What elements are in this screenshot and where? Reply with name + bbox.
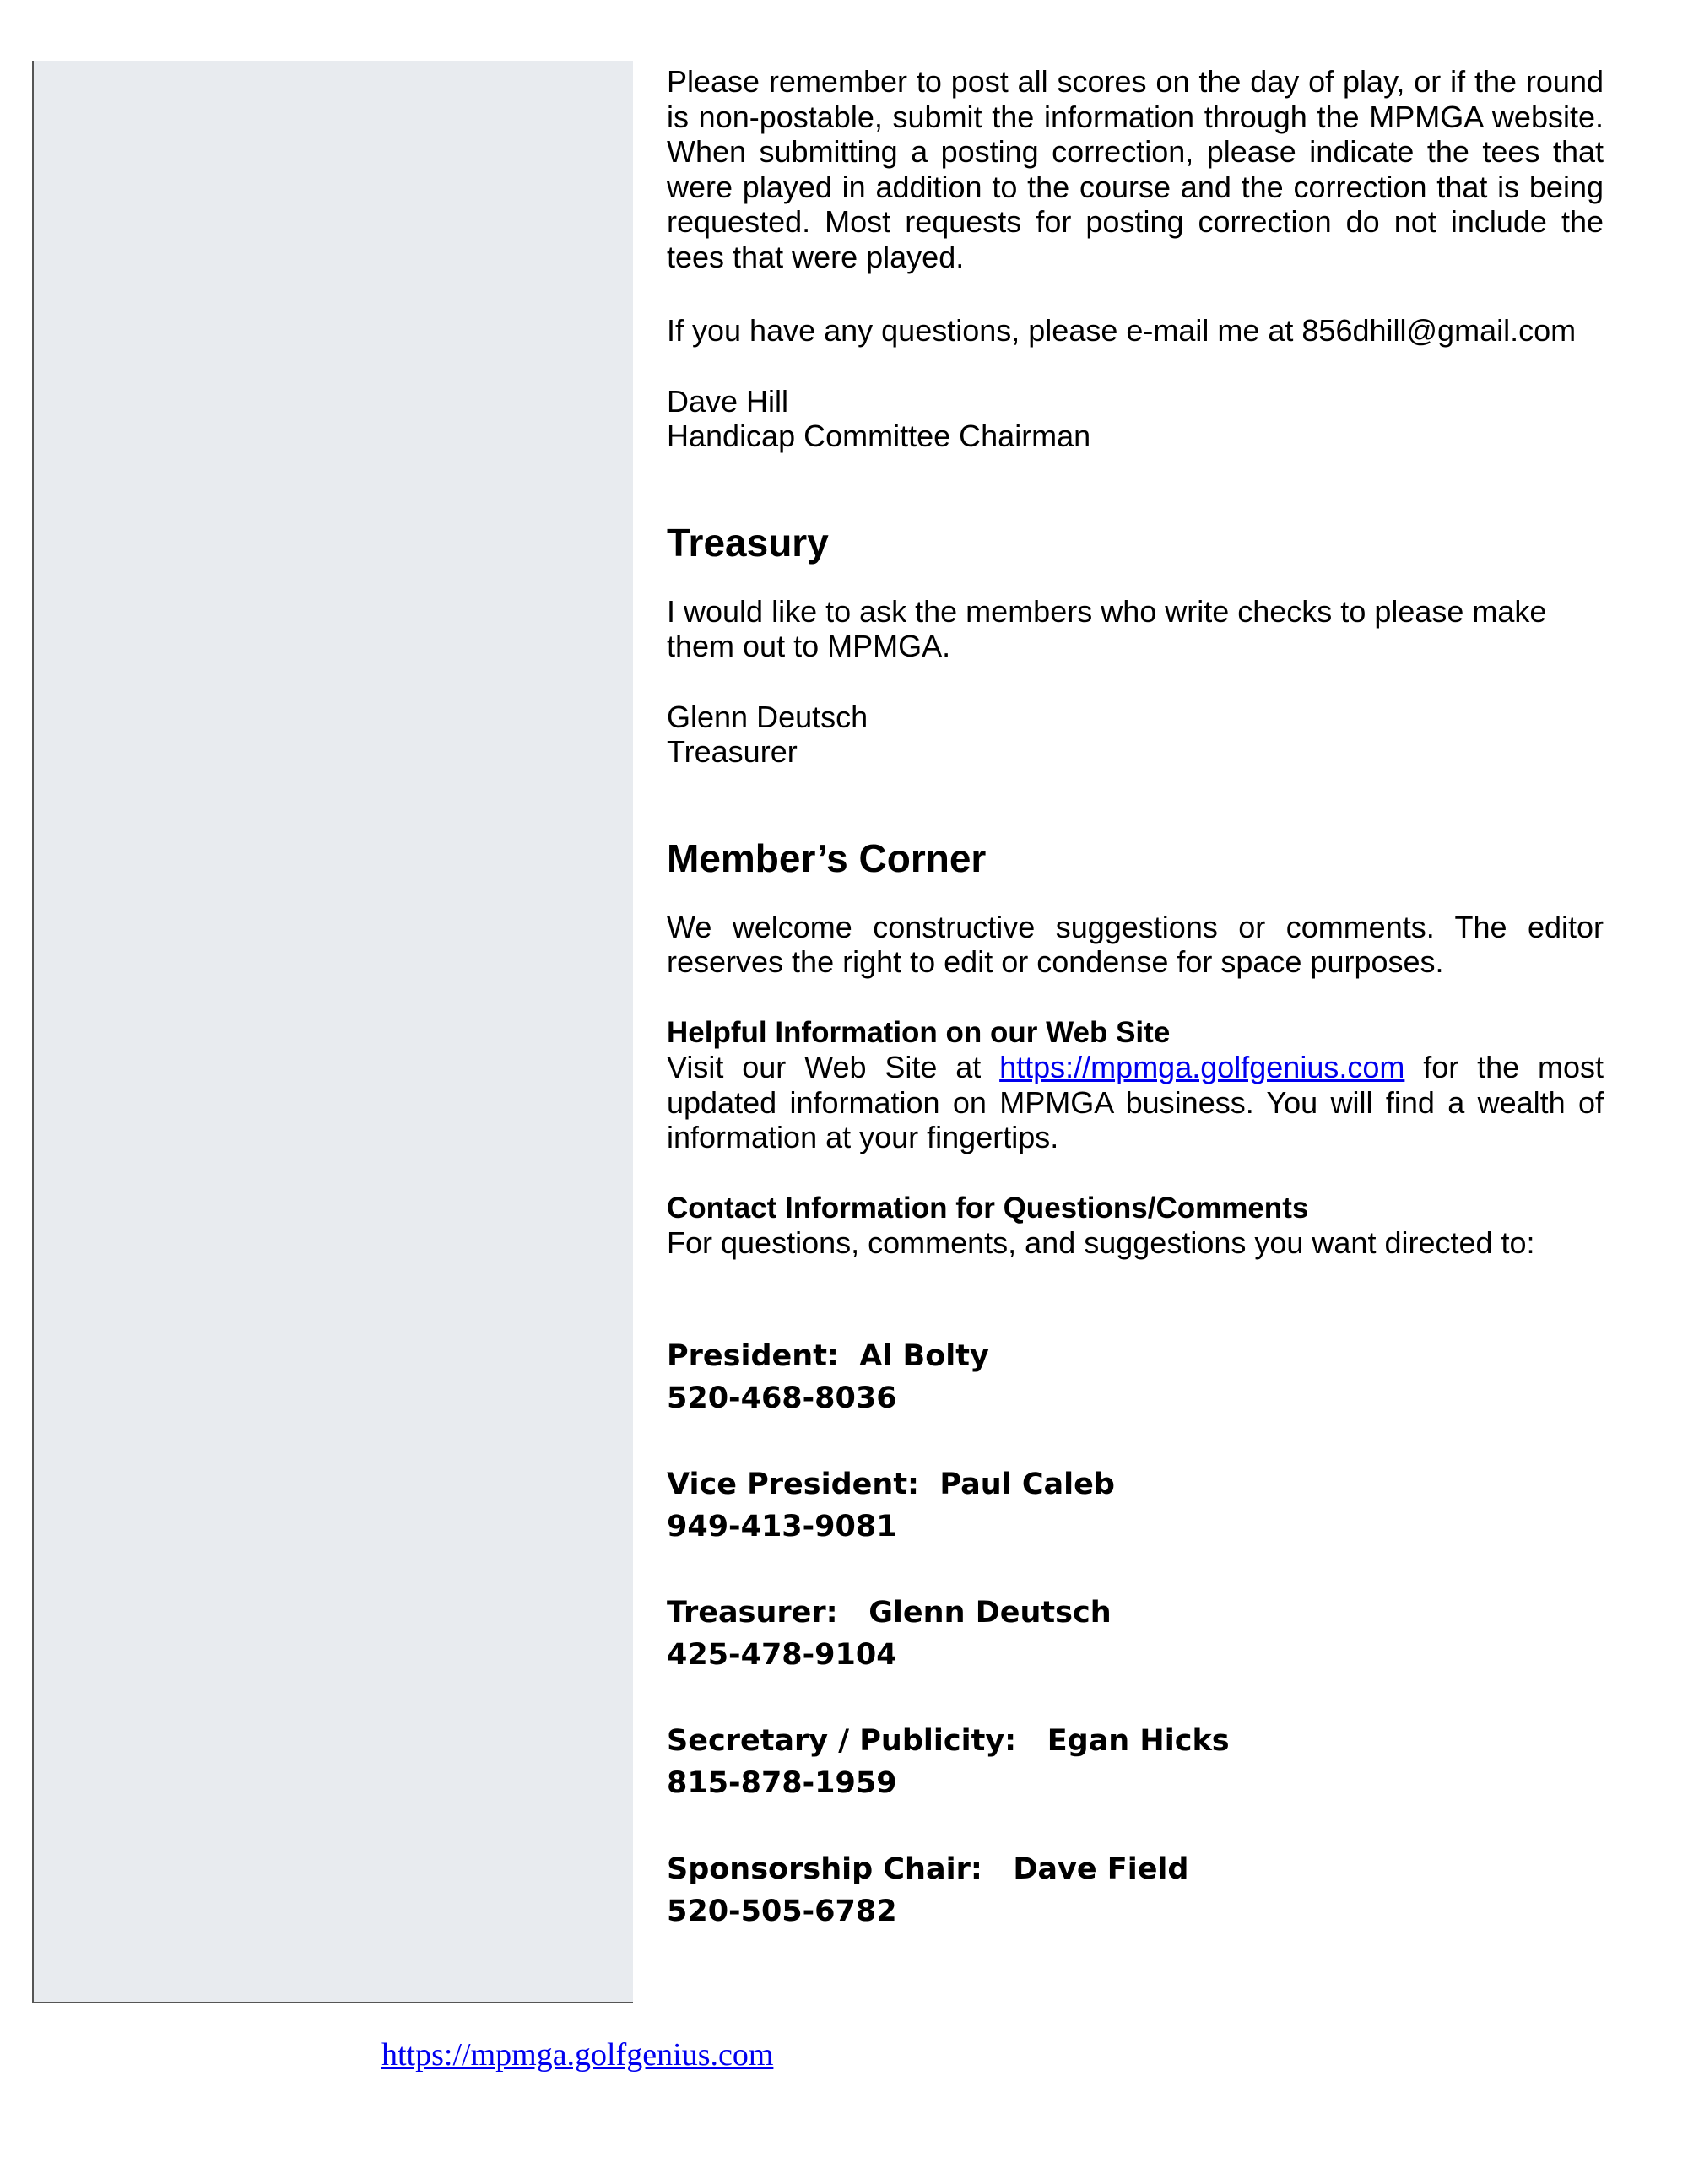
contact-phone: 425-478-9104 — [667, 1637, 897, 1672]
contact-phone: 949-413-9081 — [667, 1509, 897, 1543]
web-site-text-after: for the most updated information on MPMGA business. You will find a wealth of information at your fingertips. — [667, 1050, 1604, 1154]
treasury-heading: Treasury — [667, 520, 829, 565]
handicap-signer-title: Handicap Committee Chairman — [667, 419, 1091, 453]
contact-label: Treasurer: Glenn Deutsch — [667, 1595, 1112, 1630]
contact-label: Sponsorship Chair: Dave Field — [667, 1852, 1189, 1886]
contact-entry-treasurer — [667, 1592, 1604, 1676]
contact-subheading: Contact Information for Questions/Comments — [667, 1191, 1309, 1224]
treasury-signer-title: Treasurer — [667, 734, 798, 769]
handicap-paragraph: Please remember to post all scores on the day of play, or if the round is non-postable, submit the information through the MPMGA website. When submitting a posting correction, please indicate the tees that were played in addition to the course and the correction that is being requested. Most requests for posting correction do not include the tees that were played. — [667, 64, 1604, 274]
contact-phone: 815-878-1959 — [667, 1765, 897, 1800]
contact-entry-president — [667, 1335, 1604, 1419]
handicap-signer-name: Dave Hill — [667, 383, 789, 419]
treasury-paragraph: I would like to ask the members who write checks to please make them out to MPMGA. — [667, 593, 1547, 663]
contact-label: Secretary / Publicity: Egan Hicks — [667, 1723, 1230, 1758]
contact-label: President: Al Bolty — [667, 1338, 989, 1373]
contact-entry-sponsorship — [667, 1848, 1604, 1933]
handicap-questions: If you have any questions, please e-mail me at 856dhill@gmail.com — [667, 313, 1577, 348]
footer-link[interactable]: https://mpmga.golfgenius.com — [381, 2037, 774, 2073]
contact-label: Vice President: Paul Caleb — [667, 1467, 1115, 1501]
main-content — [667, 64, 1604, 1976]
left-sidebar-panel — [32, 61, 633, 2003]
web-site-text-before: Visit our Web Site at — [667, 1050, 1000, 1084]
members-corner-paragraph: We welcome constructive suggestions or comments. The editor reserves the right to edit or condense for space purposes. — [667, 909, 1604, 979]
members-corner-heading: Member’s Corner — [667, 835, 987, 880]
contact-entry-secretary — [667, 1720, 1604, 1804]
web-site-subheading: Helpful Information on our Web Site — [667, 1015, 1171, 1049]
web-site-paragraph — [667, 1050, 1604, 1155]
web-site-link[interactable]: https://mpmga.golfgenius.com — [999, 1050, 1405, 1084]
contact-phone: 520-505-6782 — [667, 1894, 897, 1928]
contact-paragraph: For questions, comments, and suggestions you want directed to: — [667, 1225, 1535, 1260]
treasury-signer-name: Glenn Deutsch — [667, 699, 868, 734]
contact-entry-vice-president — [667, 1463, 1604, 1548]
contact-phone: 520-468-8036 — [667, 1381, 897, 1415]
